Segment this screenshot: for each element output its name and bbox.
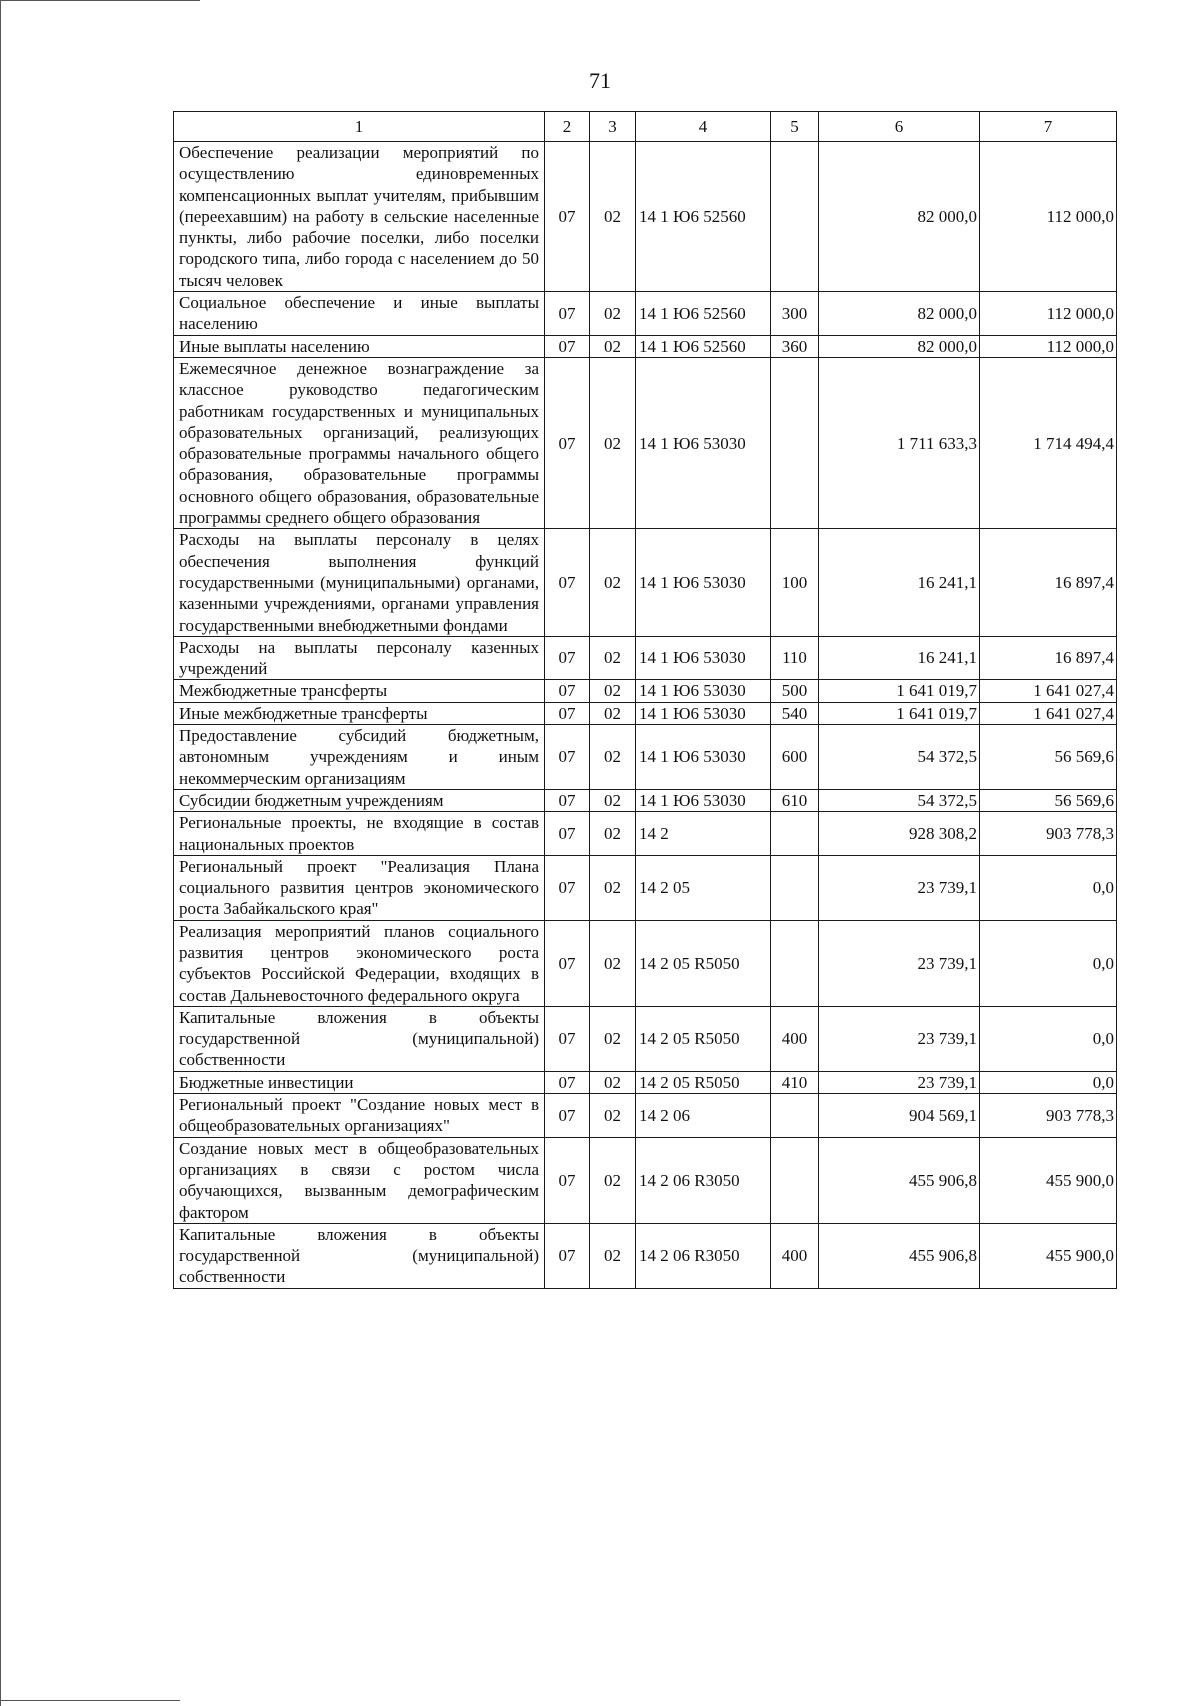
header-cell: 7 — [980, 112, 1117, 142]
subsection-code-cell: 02 — [590, 1071, 636, 1093]
amount-year1-cell: 23 739,1 — [819, 1071, 980, 1093]
row-name-cell: Региональные проекты, не входящие в состав национальных проектов — [174, 812, 545, 856]
expense-type-cell — [771, 1094, 819, 1138]
amount-year2-cell: 455 900,0 — [980, 1223, 1117, 1288]
scan-edge-line — [0, 0, 200, 1]
subsection-code-cell: 02 — [590, 636, 636, 680]
expense-type-cell: 610 — [771, 789, 819, 811]
amount-year1-cell: 16 241,1 — [819, 529, 980, 636]
section-code-cell: 07 — [545, 725, 590, 790]
amount-year2-cell: 903 778,3 — [980, 812, 1117, 856]
amount-year1-cell: 16 241,1 — [819, 636, 980, 680]
header-cell: 3 — [590, 112, 636, 142]
expense-type-cell — [771, 142, 819, 292]
row-name-cell: Иные выплаты населению — [174, 335, 545, 357]
expense-type-cell: 410 — [771, 1071, 819, 1093]
section-code-cell: 07 — [545, 812, 590, 856]
expense-type-cell: 100 — [771, 529, 819, 636]
table-row — [174, 529, 1117, 636]
amount-year1-cell: 928 308,2 — [819, 812, 980, 856]
expense-type-cell: 300 — [771, 292, 819, 336]
amount-year1-cell: 1 641 019,7 — [819, 680, 980, 702]
target-article-cell: 14 1 Ю6 52560 — [636, 142, 771, 292]
amount-year1-cell: 82 000,0 — [819, 142, 980, 292]
section-code-cell: 07 — [545, 1094, 590, 1138]
header-cell: 5 — [771, 112, 819, 142]
expense-type-cell — [771, 1137, 819, 1223]
expense-type-cell — [771, 812, 819, 856]
amount-year1-cell: 904 569,1 — [819, 1094, 980, 1138]
expense-type-cell: 540 — [771, 702, 819, 724]
table-row — [174, 292, 1117, 336]
budget-table — [173, 111, 1117, 1289]
table-row — [174, 1094, 1117, 1138]
amount-year1-cell: 82 000,0 — [819, 335, 980, 357]
expense-type-cell: 360 — [771, 335, 819, 357]
amount-year2-cell: 56 569,6 — [980, 789, 1117, 811]
target-article-cell: 14 2 06 — [636, 1094, 771, 1138]
amount-year2-cell: 0,0 — [980, 855, 1117, 920]
target-article-cell: 14 2 06 R3050 — [636, 1137, 771, 1223]
subsection-code-cell: 02 — [590, 357, 636, 528]
amount-year1-cell: 23 739,1 — [819, 1006, 980, 1071]
row-name-cell: Расходы на выплаты персоналу казенных учреждений — [174, 636, 545, 680]
amount-year1-cell: 1 641 019,7 — [819, 702, 980, 724]
target-article-cell: 14 1 Ю6 53030 — [636, 725, 771, 790]
subsection-code-cell: 02 — [590, 725, 636, 790]
amount-year2-cell: 112 000,0 — [980, 292, 1117, 336]
subsection-code-cell: 02 — [590, 920, 636, 1006]
subsection-code-cell: 02 — [590, 1137, 636, 1223]
section-code-cell: 07 — [545, 789, 590, 811]
header-cell: 4 — [636, 112, 771, 142]
subsection-code-cell: 02 — [590, 812, 636, 856]
header-cell: 2 — [545, 112, 590, 142]
row-name-cell: Обеспечение реализации мероприятий по осуществлению единовременных компенсационных выплат учителям, прибывшим (переехавшим) на работу в сельские населенные пункты, либо рабочие поселки, либо поселки городского типа, либо города с населением до 50 тысяч человек — [174, 142, 545, 292]
amount-year2-cell: 56 569,6 — [980, 725, 1117, 790]
target-article-cell: 14 2 06 R3050 — [636, 1223, 771, 1288]
amount-year2-cell: 903 778,3 — [980, 1094, 1117, 1138]
table-row — [174, 725, 1117, 790]
expense-type-cell — [771, 357, 819, 528]
row-name-cell: Создание новых мест в общеобразовательных организациях в связи с ростом числа обучающихся, вызванным демографическим фактором — [174, 1137, 545, 1223]
section-code-cell: 07 — [545, 636, 590, 680]
amount-year1-cell: 23 739,1 — [819, 920, 980, 1006]
section-code-cell: 07 — [545, 335, 590, 357]
section-code-cell: 07 — [545, 292, 590, 336]
table-row — [174, 1071, 1117, 1093]
row-name-cell: Реализация мероприятий планов социального развития центров экономического роста субъектов Российской Федерации, входящих в состав Дальневосточного федерального округа — [174, 920, 545, 1006]
table-row — [174, 1137, 1117, 1223]
amount-year1-cell: 455 906,8 — [819, 1223, 980, 1288]
header-cell: 1 — [174, 112, 545, 142]
target-article-cell: 14 2 05 R5050 — [636, 920, 771, 1006]
table-row — [174, 1223, 1117, 1288]
target-article-cell: 14 2 05 R5050 — [636, 1071, 771, 1093]
row-name-cell: Региональный проект "Реализация Плана социального развития центров экономического роста Забайкальского края" — [174, 855, 545, 920]
section-code-cell: 07 — [545, 680, 590, 702]
subsection-code-cell: 02 — [590, 1094, 636, 1138]
amount-year1-cell: 54 372,5 — [819, 725, 980, 790]
row-name-cell: Региональный проект "Создание новых мест в общеобразовательных организациях" — [174, 1094, 545, 1138]
expense-type-cell — [771, 920, 819, 1006]
section-code-cell: 07 — [545, 1006, 590, 1071]
amount-year2-cell: 112 000,0 — [980, 335, 1117, 357]
amount-year1-cell: 23 739,1 — [819, 855, 980, 920]
scan-edge-line — [0, 0, 1, 1706]
amount-year2-cell: 1 641 027,4 — [980, 702, 1117, 724]
section-code-cell: 07 — [545, 1071, 590, 1093]
row-name-cell: Иные межбюджетные трансферты — [174, 702, 545, 724]
section-code-cell: 07 — [545, 920, 590, 1006]
header-row — [174, 112, 1117, 142]
expense-type-cell: 110 — [771, 636, 819, 680]
amount-year2-cell: 1 714 494,4 — [980, 357, 1117, 528]
section-code-cell: 07 — [545, 142, 590, 292]
expense-type-cell: 600 — [771, 725, 819, 790]
table-row — [174, 680, 1117, 702]
subsection-code-cell: 02 — [590, 1223, 636, 1288]
amount-year2-cell: 0,0 — [980, 920, 1117, 1006]
row-name-cell: Социальное обеспечение и иные выплаты населению — [174, 292, 545, 336]
header-cell: 6 — [819, 112, 980, 142]
expense-type-cell: 400 — [771, 1006, 819, 1071]
subsection-code-cell: 02 — [590, 292, 636, 336]
section-code-cell: 07 — [545, 1223, 590, 1288]
target-article-cell: 14 1 Ю6 53030 — [636, 529, 771, 636]
row-name-cell: Бюджетные инвестиции — [174, 1071, 545, 1093]
subsection-code-cell: 02 — [590, 789, 636, 811]
section-code-cell: 07 — [545, 357, 590, 528]
target-article-cell: 14 1 Ю6 52560 — [636, 292, 771, 336]
target-article-cell: 14 1 Ю6 52560 — [636, 335, 771, 357]
table-row — [174, 142, 1117, 292]
table-row — [174, 789, 1117, 811]
row-name-cell: Субсидии бюджетным учреждениям — [174, 789, 545, 811]
target-article-cell: 14 1 Ю6 53030 — [636, 357, 771, 528]
page-number: 71 — [589, 68, 611, 93]
row-name-cell: Расходы на выплаты персоналу в целях обеспечения выполнения функций государственными (муниципальными) органами, казенными учреждениями, органами управления государственными внебюджетными фондами — [174, 529, 545, 636]
subsection-code-cell: 02 — [590, 529, 636, 636]
table-row — [174, 920, 1117, 1006]
scan-edge-line — [0, 1700, 180, 1701]
amount-year2-cell: 0,0 — [980, 1006, 1117, 1071]
amount-year1-cell: 455 906,8 — [819, 1137, 980, 1223]
table-row — [174, 702, 1117, 724]
amount-year2-cell: 16 897,4 — [980, 529, 1117, 636]
row-name-cell: Предоставление субсидий бюджетным, автономным учреждениям и иным некоммерческим организациям — [174, 725, 545, 790]
target-article-cell: 14 1 Ю6 53030 — [636, 636, 771, 680]
table-row — [174, 812, 1117, 856]
amount-year2-cell: 1 641 027,4 — [980, 680, 1117, 702]
section-code-cell: 07 — [545, 1137, 590, 1223]
row-name-cell: Капитальные вложения в объекты государственной (муниципальной) собственности — [174, 1223, 545, 1288]
amount-year2-cell: 455 900,0 — [980, 1137, 1117, 1223]
amount-year2-cell: 0,0 — [980, 1071, 1117, 1093]
subsection-code-cell: 02 — [590, 142, 636, 292]
amount-year2-cell: 112 000,0 — [980, 142, 1117, 292]
subsection-code-cell: 02 — [590, 855, 636, 920]
amount-year2-cell: 16 897,4 — [980, 636, 1117, 680]
section-code-cell: 07 — [545, 529, 590, 636]
expense-type-cell: 500 — [771, 680, 819, 702]
target-article-cell: 14 1 Ю6 53030 — [636, 680, 771, 702]
expense-type-cell — [771, 855, 819, 920]
table-row — [174, 855, 1117, 920]
subsection-code-cell: 02 — [590, 702, 636, 724]
subsection-code-cell: 02 — [590, 1006, 636, 1071]
row-name-cell: Капитальные вложения в объекты государственной (муниципальной) собственности — [174, 1006, 545, 1071]
amount-year1-cell: 54 372,5 — [819, 789, 980, 811]
target-article-cell: 14 2 05 — [636, 855, 771, 920]
amount-year1-cell: 82 000,0 — [819, 292, 980, 336]
table-row — [174, 357, 1117, 528]
section-code-cell: 07 — [545, 855, 590, 920]
row-name-cell: Межбюджетные трансферты — [174, 680, 545, 702]
amount-year1-cell: 1 711 633,3 — [819, 357, 980, 528]
target-article-cell: 14 2 05 R5050 — [636, 1006, 771, 1071]
table-row — [174, 335, 1117, 357]
section-code-cell: 07 — [545, 702, 590, 724]
expense-type-cell: 400 — [771, 1223, 819, 1288]
table-row — [174, 1006, 1117, 1071]
target-article-cell: 14 1 Ю6 53030 — [636, 702, 771, 724]
target-article-cell: 14 1 Ю6 53030 — [636, 789, 771, 811]
target-article-cell: 14 2 — [636, 812, 771, 856]
row-name-cell: Ежемесячное денежное вознаграждение за классное руководство педагогическим работникам государственных и муниципальных образовательных организаций, реализующих образовательные программы начального общего образования, образовательные программы основного общего образования, образовательные программы среднего общего образования — [174, 357, 545, 528]
subsection-code-cell: 02 — [590, 335, 636, 357]
subsection-code-cell: 02 — [590, 680, 636, 702]
table-row — [174, 636, 1117, 680]
